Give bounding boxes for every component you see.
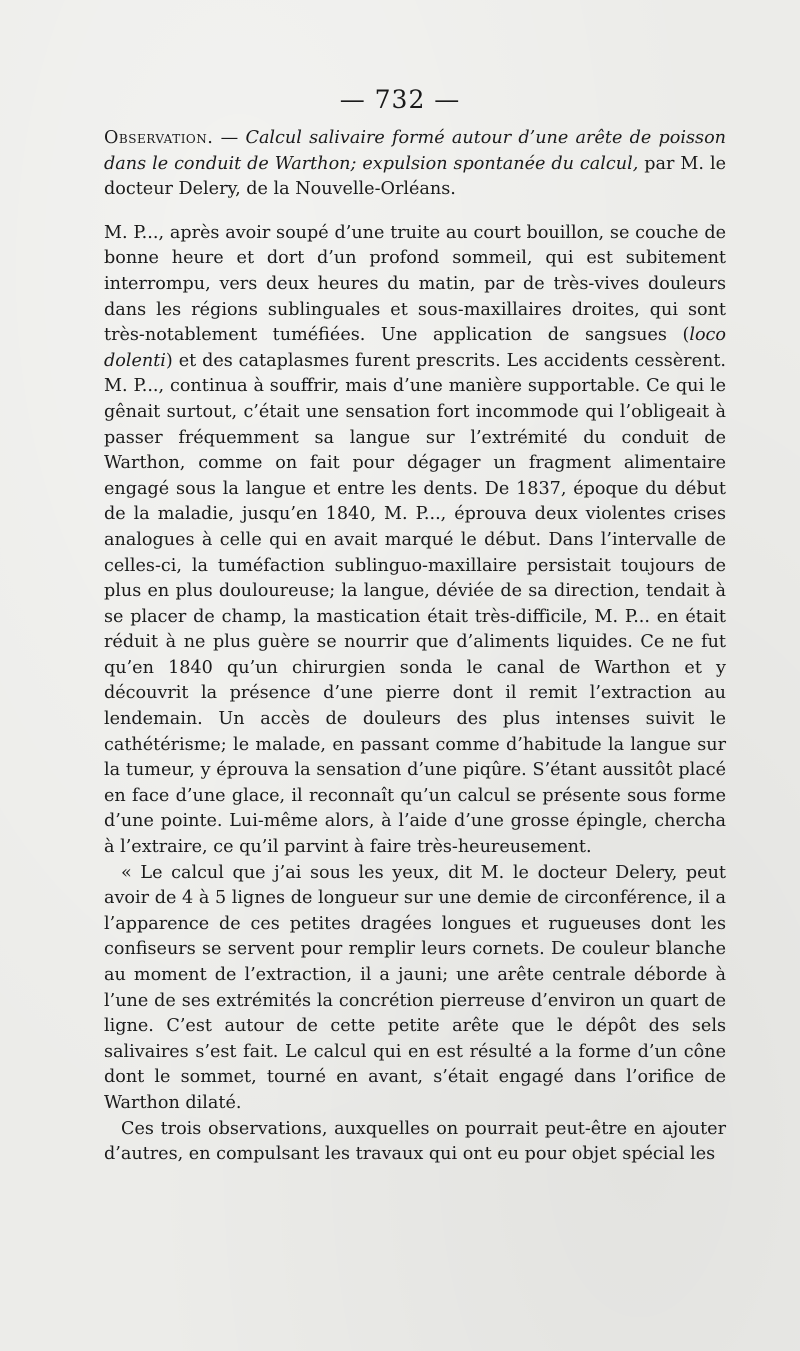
observation-label: Observation. [104, 128, 214, 148]
observation-author: par M. le docteur Delery, de la Nouvelle-Orléans. [104, 153, 726, 200]
paragraph-text: M. P..., après avoir soupé d’une truite au court bouillon, se couche de bonne heure et dort d’un profond sommeil, qui est subitement interrompu, vers deux heures du matin, par de très-vives douleurs dans les régions sublinguales et sous-maxillaires droites, qui sont très-notablement tuméfiées. Une application de sangsues ( [104, 222, 726, 346]
observation-title: Calcul salivaire formé autour d’une arête de poisson dans le conduit de Warthon; expulsion spontanée du calcul, [104, 128, 726, 174]
page-number: — 732 — [339, 85, 461, 114]
observation-heading [104, 126, 726, 203]
paragraph-case-history [104, 221, 726, 861]
paragraph-calculus-description: « Le calcul que j’ai sous les yeux, dit M. le docteur Delery, peut avoir de 4 à 5 lignes de longueur sur une demie de circonférence, il a l’apparence de ces petites dragées longues et rugueuses dont les confiseurs se servent pour remplir leurs cornets. De couleur blanche au moment de l’extraction, il a jauni; une arête centrale déborde à l’une de ses extrémités la concrétion pierreuse d’environ un quart de ligne. C’est autour de cette petite arête que le dépôt des sels salivaires s’est fait. Le calcul qui en est résulté a la forme d’un cône dont le sommet, tourné en avant, s’était engagé dans l’orifice de Warthon dilaté. [104, 862, 726, 1113]
page-body [104, 126, 726, 1168]
paragraph-text: ) et des cataplasmes furent prescrits. Les accidents cessèrent. M. P..., continua à souffrir, mais d’une manière supportable. Ce qui le gênait surtout, c’était une sensation fort incommode qui l’obligeait à passer fréquemment sa langue sur l’extrémité du conduit de Warthon, comme on fait pour dégager un fragment alimentaire engagé sous la langue et entre les dents. De 1837, époque du début de la maladie, jusqu’en 1840, M. P..., éprouva deux violentes crises analogues à celle qui en avait marqué le début. Dans l’intervalle de celles-ci, la tuméfaction sublinguo-maxillaire persistait toujours de plus en plus douloureuse; la langue, déviée de sa direction, tendait à se placer de champ, la mastication était très-difficile, M. P... en était réduit à ne plus guère se nourrir que d’aliments liquides. Ce ne fut qu’en 1840 qu’un chirurgien sonda le canal de Warthon et y découvrit la présence d’une pierre dont il remit l’extraction au lendemain. Un accès de douleurs des plus intenses suivit le cathétérisme; le malade, en passant comme d’habitude la langue sur la tumeur, y éprouva la sensation d’une piqûre. S’étant aussitôt placé en face d’une glace, il reconnaît qu’un calcul se présente sous forme d’une pointe. Lui-même alors, à l’aide d’une grosse épingle, chercha à l’extraire, ce qu’il parvint à faire très-heureusement. [104, 350, 726, 858]
heading-dash: — [213, 128, 246, 148]
italic-latin-phrase: loco dolenti [104, 325, 726, 371]
paragraph-conclusion: Ces trois observations, auxquelles on pourrait peut-être en ajouter d’autres, en compulsant les travaux qui ont eu pour objet spécial les [104, 1118, 726, 1165]
